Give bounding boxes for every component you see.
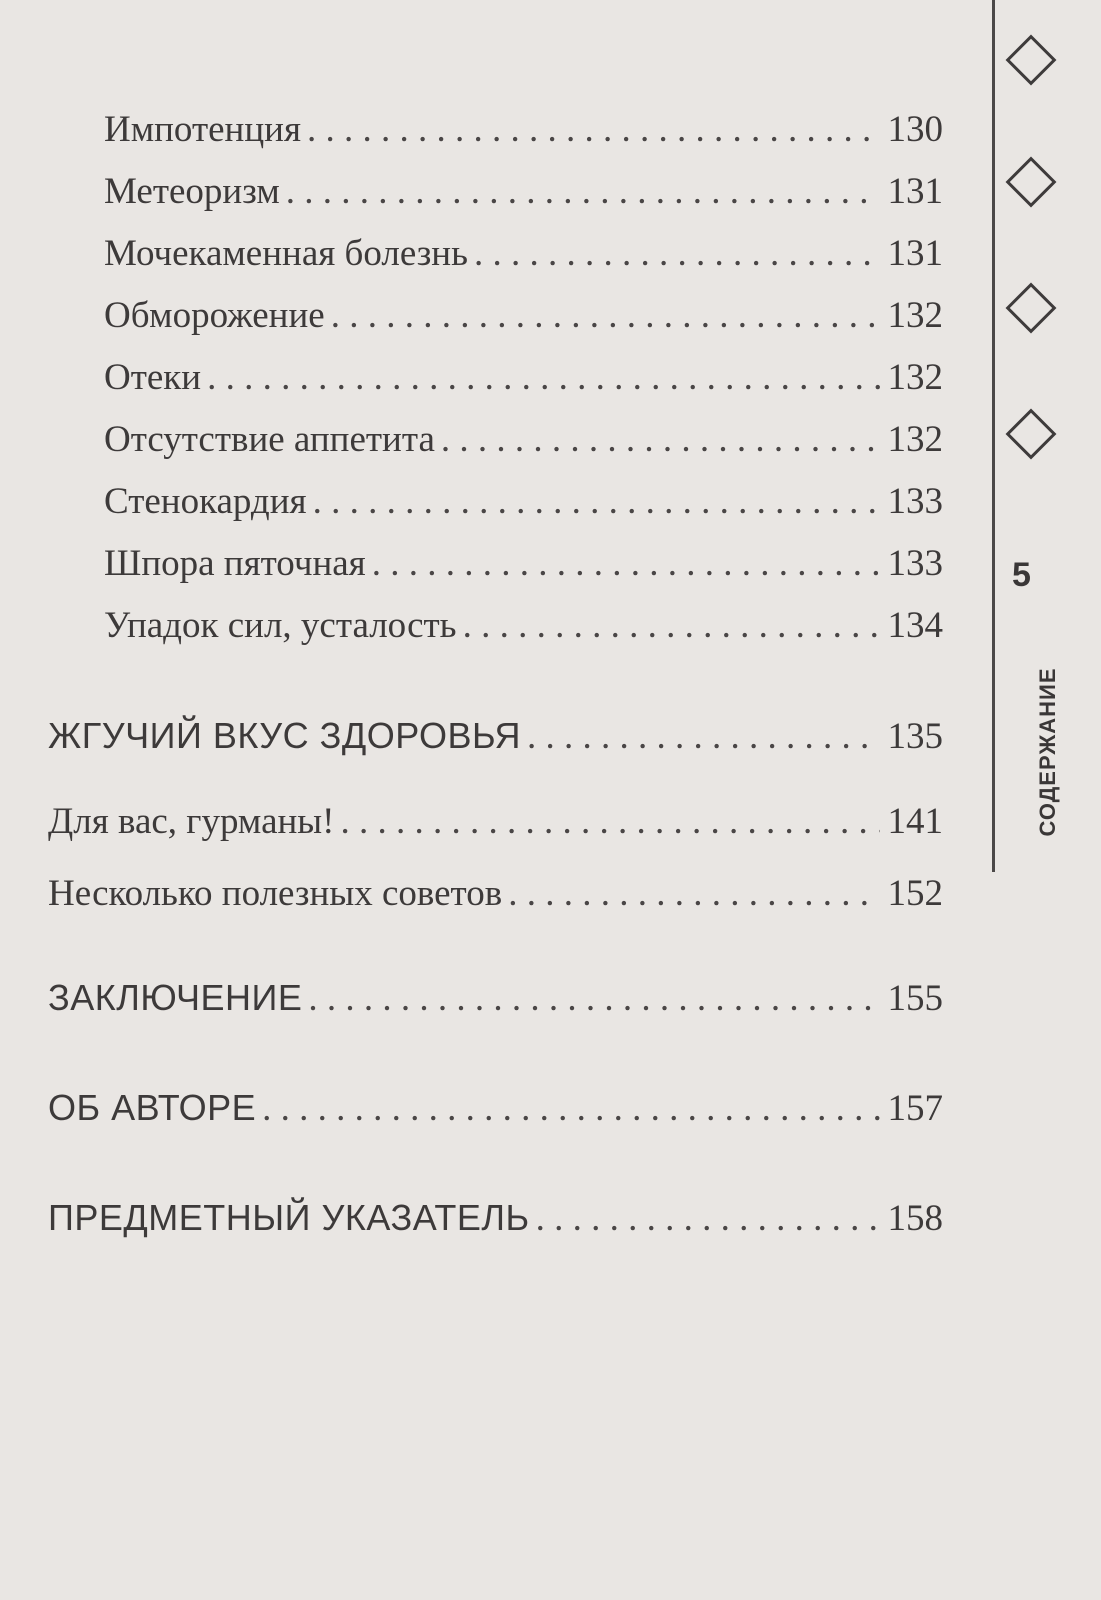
dot-leader — [372, 542, 880, 586]
toc-entry-page: 131 — [887, 233, 943, 274]
toc-chapter-entry[interactable] — [48, 714, 943, 758]
toc-entry-page: 132 — [887, 295, 943, 336]
toc-entry-title: Обморожение — [104, 295, 325, 336]
toc-entry-page: 130 — [887, 109, 943, 150]
toc-entry-page: 135 — [887, 716, 943, 757]
toc-entry[interactable] — [104, 356, 943, 400]
toc-entry[interactable] — [104, 170, 943, 214]
toc-chapter-entry[interactable] — [48, 976, 943, 1020]
toc-chapter-entry[interactable] — [48, 1196, 943, 1240]
toc-entry-page: 133 — [887, 543, 943, 584]
toc-entry-title: Мочекаменная болезнь — [104, 233, 468, 274]
toc-entry[interactable] — [48, 800, 943, 844]
side-rule — [992, 0, 995, 872]
toc-entry-title: Стенокардия — [104, 481, 307, 522]
toc-entry-title: Отсутствие аппетита — [104, 419, 435, 460]
toc-entry[interactable] — [104, 108, 943, 152]
dot-leader — [536, 1197, 880, 1241]
dot-leader — [308, 977, 879, 1021]
toc-entry[interactable] — [104, 232, 943, 276]
toc-entry-page: 152 — [887, 873, 943, 914]
toc-entry-title: ЗАКЛЮЧЕНИЕ — [48, 977, 303, 1018]
dot-leader — [286, 170, 880, 214]
toc-entry-title: Несколько полезных советов — [48, 873, 503, 914]
toc-entry[interactable] — [104, 604, 943, 648]
toc-entry-page: 141 — [887, 801, 943, 842]
dot-leader — [441, 418, 880, 462]
toc-entry-title: Упадок сил, усталость — [104, 605, 457, 646]
toc-entry-page: 131 — [887, 171, 943, 212]
dot-leader — [313, 480, 880, 524]
toc-entry[interactable] — [48, 872, 943, 916]
toc-entry-title: ОБ АВТОРЕ — [48, 1087, 257, 1128]
toc-entry-page: 132 — [887, 419, 943, 460]
toc-entry-title: Шпора пяточная — [104, 543, 366, 584]
toc-entry[interactable] — [104, 294, 943, 338]
toc-entry-page: 157 — [887, 1088, 943, 1129]
dot-leader — [307, 108, 880, 152]
toc-entry-title: ПРЕДМЕТНЫЙ УКАЗАТЕЛЬ — [48, 1197, 530, 1238]
dot-leader — [527, 715, 880, 759]
toc-entry-title: Отеки — [104, 357, 202, 398]
toc-entry-page: 158 — [887, 1198, 943, 1239]
dot-leader — [340, 800, 879, 844]
dot-leader — [262, 1087, 879, 1131]
dot-leader — [474, 232, 880, 276]
toc-entry-page: 155 — [887, 978, 943, 1019]
toc-chapter-entry[interactable] — [48, 1086, 943, 1130]
page-number: 5 — [1012, 556, 1031, 594]
section-label: СОДЕРЖАНИЕ — [1035, 667, 1060, 837]
toc-entry-page: 132 — [887, 357, 943, 398]
toc-entry[interactable] — [104, 480, 943, 524]
dot-leader — [207, 356, 879, 400]
toc-entry-page: 134 — [887, 605, 943, 646]
toc-entry-title: Импотенция — [104, 109, 301, 150]
toc-entry-title: ЖГУЧИЙ ВКУС ЗДОРОВЬЯ — [48, 715, 521, 756]
dot-leader — [508, 872, 879, 916]
toc-entry[interactable] — [104, 418, 943, 462]
dot-leader — [331, 294, 880, 338]
toc-entry-title: Для вас, гурманы! — [48, 801, 335, 842]
toc-entry[interactable] — [104, 542, 943, 586]
dot-leader — [463, 604, 880, 648]
toc-entry-page: 133 — [887, 481, 943, 522]
toc-entry-title: Метеоризм — [104, 171, 280, 212]
